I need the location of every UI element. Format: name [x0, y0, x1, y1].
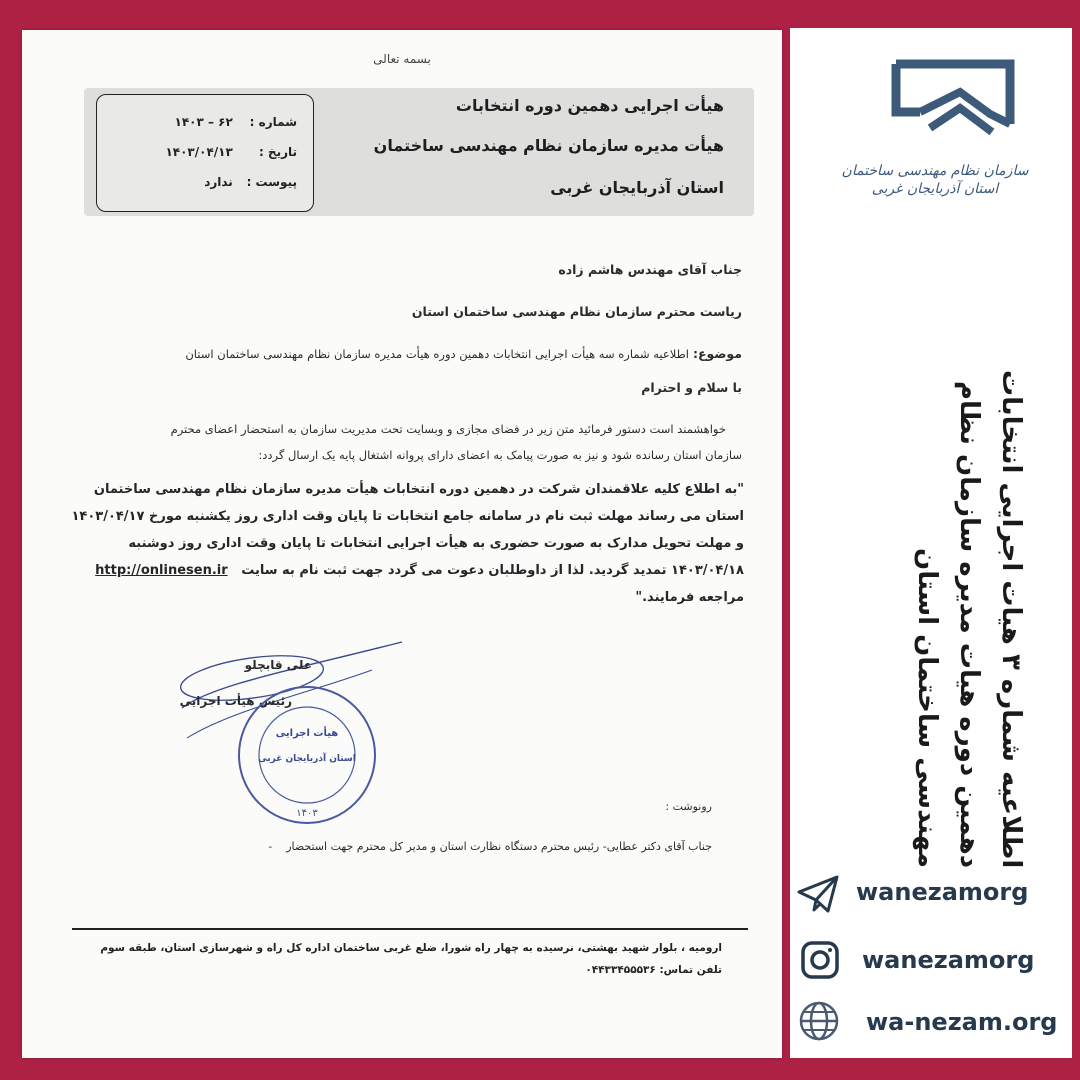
sidebar-title-col2: دهمین دوره هیات مدیره سازمان نظام — [954, 380, 984, 868]
header-line-3: استان آذربایجان غربی — [550, 178, 724, 197]
website-link[interactable]: http://onlinesen.ir — [95, 563, 228, 578]
stamp-text-2: استان آذربایجان غربی — [258, 754, 356, 764]
telegram-row[interactable] — [790, 870, 1072, 920]
quote-line-1: "به اطلاع کلیه علاقمندان شرکت در دهمین دوره انتخابات هیأت مدیره سازمان نظام مهندسی ساختمان — [93, 482, 744, 497]
quote-line-3: و مهلت تحویل مدارک به صورت حضوری به هیأت اجرایی انتخابات تا پایان وقت اداری روز دوشنبه — [128, 536, 744, 551]
sidebar-title-col1: اطلاعیه شماره ۳ هیات اجرایی انتخابات — [996, 369, 1026, 868]
stamp-text-1: هیأت اجرایی — [275, 728, 339, 739]
signer-title: رئیس هیأت اجرایی — [179, 694, 292, 708]
footer-divider — [72, 928, 748, 930]
website-row[interactable] — [790, 998, 1072, 1048]
sidebar-title-col3: مهندسی ساختمان استان — [912, 548, 942, 868]
body-line-1: خواهشمند است دستور فرمائید متن زیر در فضای مجازی و وبسایت تحت مدیریت سازمان به استحضار اعضای محترم — [170, 422, 726, 436]
greeting: با سلام و احترام — [641, 380, 742, 395]
quote-line-4 — [44, 563, 744, 578]
sidebar-panel — [790, 28, 1072, 1058]
meta-date — [165, 145, 297, 159]
body-line-2: سازمان استان رسانده شود و نیز به صورت پیامک به اعضای دارای پروانه اشتغال پایه یک ارسال گردد: — [258, 448, 742, 462]
recipient: جناب آقای مهندس هاشم زاده — [558, 262, 742, 277]
subject-text: اطلاعیه شماره سه هیأت اجرایی انتخابات دهمین دوره هیأت مدیره سازمان نظام مهندسی ساختمان استان — [185, 347, 689, 361]
instagram-handle: wanezamorg — [862, 946, 1035, 974]
recipient-title: ریاست محترم سازمان نظام مهندسی ساختمان استان — [411, 304, 742, 319]
organization-logo — [810, 52, 1050, 252]
telegram-handle: wanezamorg — [856, 878, 1029, 906]
instagram-row[interactable] — [790, 936, 1072, 986]
quote-line-5: مراجعه فرمایند." — [635, 590, 744, 605]
stamp-year: ۱۴۰۳ — [296, 808, 318, 819]
sidebar-title — [870, 308, 1040, 868]
letter-document — [22, 30, 782, 1058]
instagram-icon — [800, 940, 840, 980]
cc-text: جناب آقای دکتر عطایی- رئیس محترم دستگاه نظارت استان و مدیر کل محترم جهت استحضار — [286, 840, 712, 853]
meta-number — [175, 115, 298, 129]
meta-attachment — [204, 175, 297, 189]
website-url: wa-nezam.org — [866, 1008, 1058, 1036]
logo-text: سازمان نظام مهندسی ساختمان استان آذربایجان غربی — [841, 163, 1029, 198]
quote-line-4-text: ۱۴۰۳/۰۴/۱۸ تمدید گردید. لذا از داوطلبان دعوت می گردد جهت ثبت نام به سایت — [241, 563, 744, 578]
meta-number-label: شماره : — [249, 115, 297, 129]
header-line-2: هیأت مدیره سازمان نظام مهندسی ساختمان — [373, 136, 724, 155]
meta-date-label: تاریخ : — [258, 145, 297, 159]
footer-phone: تلفن تماس: ۰۴۴۳۳۴۵۵۵۳۶ — [585, 964, 722, 976]
official-stamp — [232, 680, 382, 830]
cc-label: رونوشت : — [665, 800, 712, 813]
letter-header — [84, 88, 754, 216]
cc-entry — [268, 840, 712, 853]
subject-line — [185, 346, 742, 361]
header-line-1: هیأت اجرایی دهمین دوره انتخابات — [455, 96, 724, 115]
quote-line-2: استان می رساند مهلت ثبت نام در سامانه جامع انتخابات تا پایان وقت اداری روز یکشنبه مورخ ۱۴۰۳/۰۴/۱۷ — [71, 509, 744, 524]
logo-mark — [810, 52, 1050, 252]
meta-attach-label: پیوست : — [246, 175, 297, 189]
footer-address: ارومیه ، بلوار شهید بهشتی، نرسیده به چهار راه شورا، ضلع غربی ساختمان اداره کل راه و شهرسازی استان، طبقه سوم — [100, 942, 722, 954]
bismillah: بسمه تعالی — [373, 52, 431, 66]
meta-date-value: ۱۴۰۳/۰۴/۱۳ — [165, 145, 233, 159]
letter-meta-box — [96, 94, 314, 212]
signer-name: علی قابچلو — [244, 658, 312, 672]
meta-number-value: ۶۲ – ۱۴۰۳ — [174, 115, 233, 129]
globe-icon — [798, 1000, 840, 1042]
telegram-icon — [796, 874, 840, 914]
subject-label: موضوع: — [692, 346, 742, 361]
cc-dash: - — [268, 840, 273, 853]
meta-attach-value: ندارد — [204, 175, 233, 189]
